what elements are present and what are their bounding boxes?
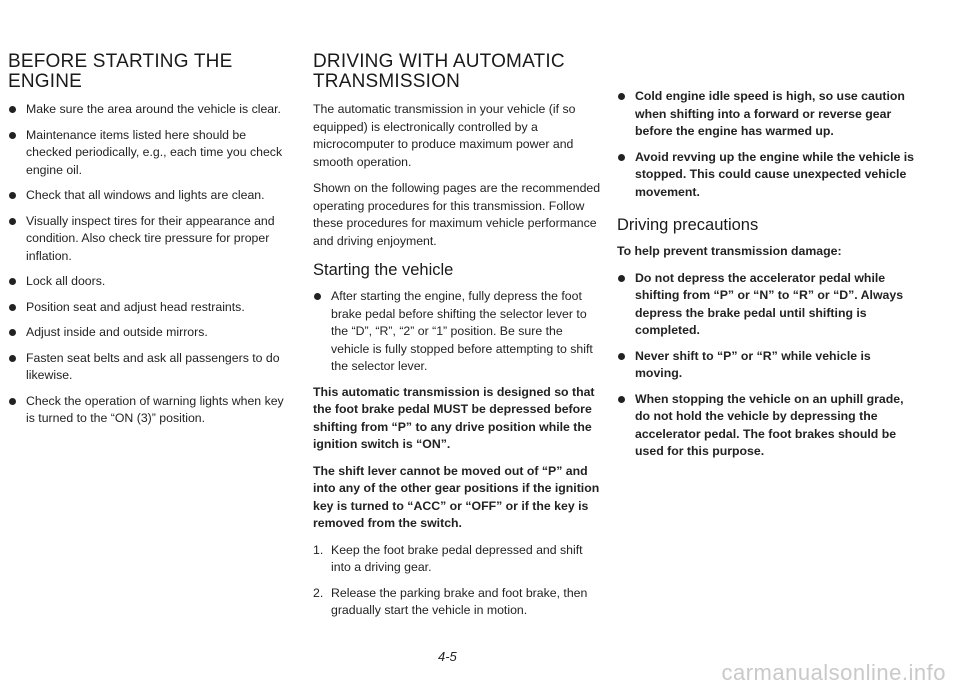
starting-steps — [313, 542, 603, 620]
intro-paragraph-1: The automatic transmission in your vehicle (if so equipped) is electronically controlled by a microcomputer to produce maximum power and smooth operation. — [313, 102, 576, 169]
list-item: Make sure the area around the vehicle is clear. — [8, 101, 293, 119]
step-text: Keep the foot brake pedal depressed and shift into a driving gear. — [331, 542, 583, 574]
list-item: Adjust inside and outside mirrors. — [8, 324, 293, 342]
precautions-list — [617, 270, 917, 461]
starting-vehicle-list — [313, 288, 603, 376]
step-item — [313, 542, 603, 577]
list-item: Cold engine idle speed is high, so use caution when shifting into a forward or reverse gear before the engine has warmed up. — [617, 88, 917, 141]
driving-precautions-section — [617, 88, 917, 469]
list-item: When stopping the vehicle on an uphill grade, do not hold the vehicle by depressing the accelerator pedal. The foot brakes should be used for this purpose. — [617, 391, 917, 461]
list-item: Position seat and adjust head restraints. — [8, 299, 293, 317]
list-item: After starting the engine, fully depress the foot brake pedal before shifting the selector lever to the “D”, “R”, “2” or “1” position. Be sure the vehicle is fully stopped before attempting to shift the selector lever. — [313, 288, 603, 376]
step-number: 1. — [313, 542, 324, 557]
driving-precautions-heading: Driving precautions — [617, 216, 759, 234]
step-item — [313, 585, 603, 620]
list-item: Avoid revving up the engine while the vehicle is stopped. This could cause unexpected vehicle movement. — [617, 149, 917, 202]
shift-lever-notice: The shift lever cannot be moved out of “P” and into any of the other gear positions if the ignition key is turned to “ACC” or “OFF” or if the key is removed from the switch. — [313, 463, 600, 530]
automatic-transmission-section — [313, 52, 603, 628]
brake-pedal-notice: This automatic transmission is designed so that the foot brake pedal MUST be depressed before shifting from “P” to any drive position while the ignition switch is “ON”. — [313, 384, 595, 451]
list-item: Fasten seat belts and ask all passengers to do likewise. — [8, 350, 293, 385]
automatic-transmission-heading: DRIVING WITH AUTOMATIC TRANSMISSION — [313, 51, 565, 92]
starting-vehicle-heading: Starting the vehicle — [313, 261, 454, 279]
page-number: 4-5 — [438, 649, 457, 664]
step-number: 2. — [313, 585, 324, 600]
list-item: Maintenance items listed here should be checked periodically, e.g., each time you check engine oil. — [8, 127, 293, 180]
before-starting-list — [8, 101, 293, 428]
list-item: Lock all doors. — [8, 273, 293, 291]
list-item: Never shift to “P” or “R” while vehicle is moving. — [617, 348, 917, 383]
before-starting-heading: BEFORE STARTING THE ENGINE — [8, 51, 233, 92]
intro-paragraph-2: Shown on the following pages are the recommended operating procedures for this transmission. Follow these procedures for maximum vehicle performance and driving enjoyment. — [313, 181, 601, 248]
list-item: Check the operation of warning lights when key is turned to the “ON (3)” position. — [8, 393, 293, 428]
list-item: Check that all windows and lights are clean. — [8, 187, 293, 205]
step-text: Release the parking brake and foot brake, then gradually start the vehicle in motion. — [331, 585, 588, 617]
list-item: Visually inspect tires for their appearance and condition. Also check tire pressure for proper inflation. — [8, 213, 293, 266]
precautions-lead: To help prevent transmission damage: — [617, 244, 842, 258]
watermark: carmanualsonline.info — [721, 660, 946, 685]
cautions-list — [617, 88, 917, 201]
list-item: Do not depress the accelerator pedal while shifting from “P” or “N” to “R” or “D”. Always depress the brake pedal until shifting is completed. — [617, 270, 917, 340]
before-starting-section — [8, 52, 293, 436]
